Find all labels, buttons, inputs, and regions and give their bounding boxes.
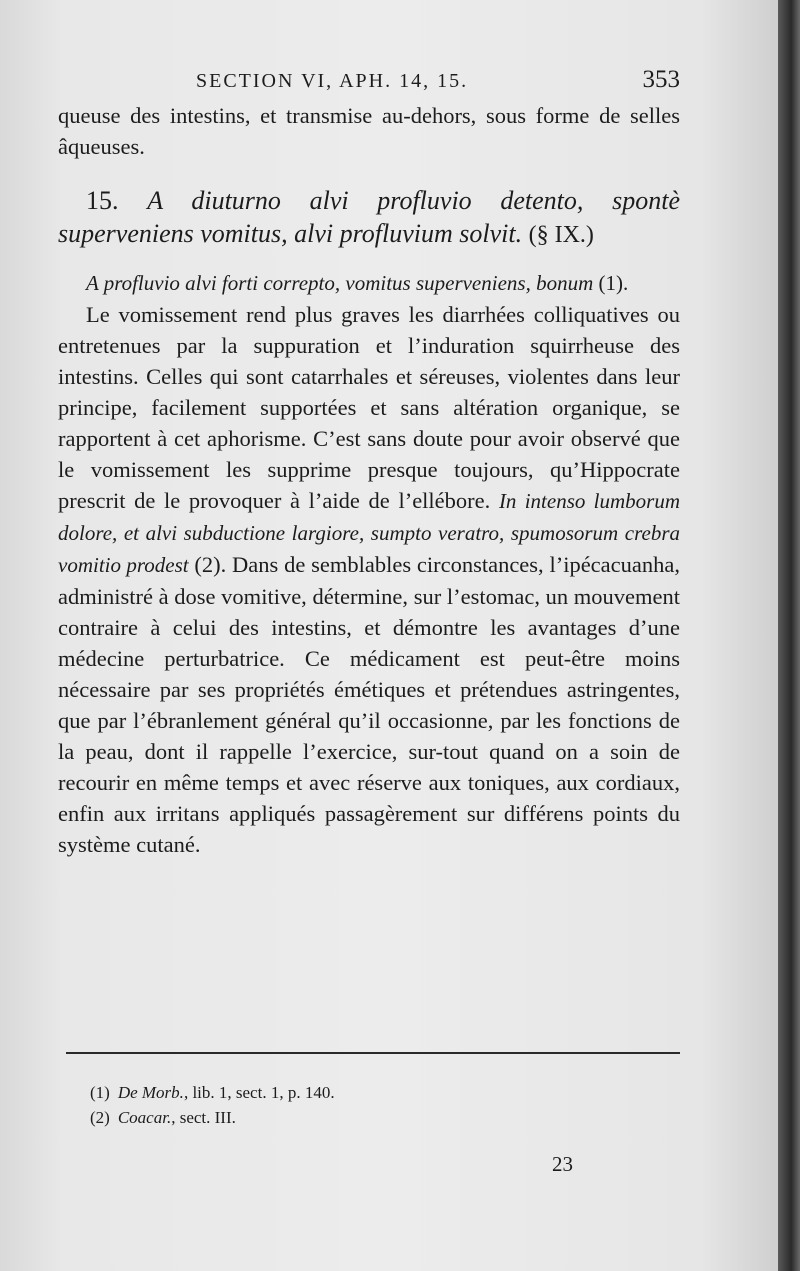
footnote-mark: (1) [90,1083,110,1102]
binding-edge-shadow [778,0,800,1271]
footnote-2 [90,1105,650,1130]
continuation-paragraph: queuse des intestins, et transmise au-dehors, sous forme de selles âqueuses. [58,103,680,159]
footnote-title: De Morb. [117,1083,184,1102]
commentary-paragraph [58,299,680,860]
footnote-text [118,1105,236,1130]
commentary-text-part-2: (2). Dans de semblables circonstances, l’ipécacuanha, administré à dose vomitive, détermine, sur l’estomac, un mouvement contraire à celui des intestins, et démontre les avantages d’une médecine perturbatrice. Ce médicament est peut-être moins nécessaire par ses propriétés émétiques et prétendues astringentes, que par l’ébranlement général qu’il occasionne, par les fonctions de la peau, dont il rappelle l’exercice, sur-tout quand on a soin de recourir en même temps et avec réserve aux toniques, aux cordiaux, enfin aux irritans appliqués passagèrement sur différens points du système cutané. [58,552,680,857]
page-number: 353 [642,66,680,93]
page-header [60,66,680,100]
latin-quotation [58,268,680,299]
footnote-divider [66,1052,680,1054]
footnote-mark: (2) [90,1108,110,1127]
aphorism-latin-text: A diuturno alvi profluvio detento, spontè superveniens vomitus, alvi profluvium solvit. [58,186,680,248]
footnote-marker-1: (1). [593,271,629,295]
footnote-1 [90,1080,650,1105]
footnote-detail: , sect. III. [171,1108,236,1127]
aphorism-15 [58,184,680,252]
footnote-title: Coacar. [117,1108,172,1127]
printer-signature-mark: 23 [552,1152,573,1176]
footnote-text [118,1080,335,1105]
footnotes [90,1080,650,1130]
aphorism-reference: (§ IX.) [528,222,594,248]
footnote-detail: , lib. 1, sect. 1, p. 140. [183,1083,335,1102]
page-body [58,100,680,860]
latin-quotation-text: A profluvio alvi forti correpto, vomitus superveniens, bonum [86,271,594,295]
aphorism-number: 15. [86,186,119,215]
commentary-latin-citation: In intenso lumborum dolore, et alvi subductione largiore, sumpto veratro, spumosorum crebra vomitio prodest [58,489,680,577]
commentary-text-part-1: Le vomissement rend plus graves les diarrhées colliquatives ou entretenues par la suppuration et l’induration squirrheuse des intestins. Celles qui sont catarrhales et séreuses, violentes dans leur principe, facilement supportées et sans altération organique, se rapportent à cet aphorisme. C’est sans doute pour avoir observé que le vomissement les supprime presque toujours, qu’Hippocrate prescrit de le provoquer à l’aide de l’ellébore. [58,302,680,513]
running-head: SECTION VI, APH. 14, 15. [196,70,469,92]
